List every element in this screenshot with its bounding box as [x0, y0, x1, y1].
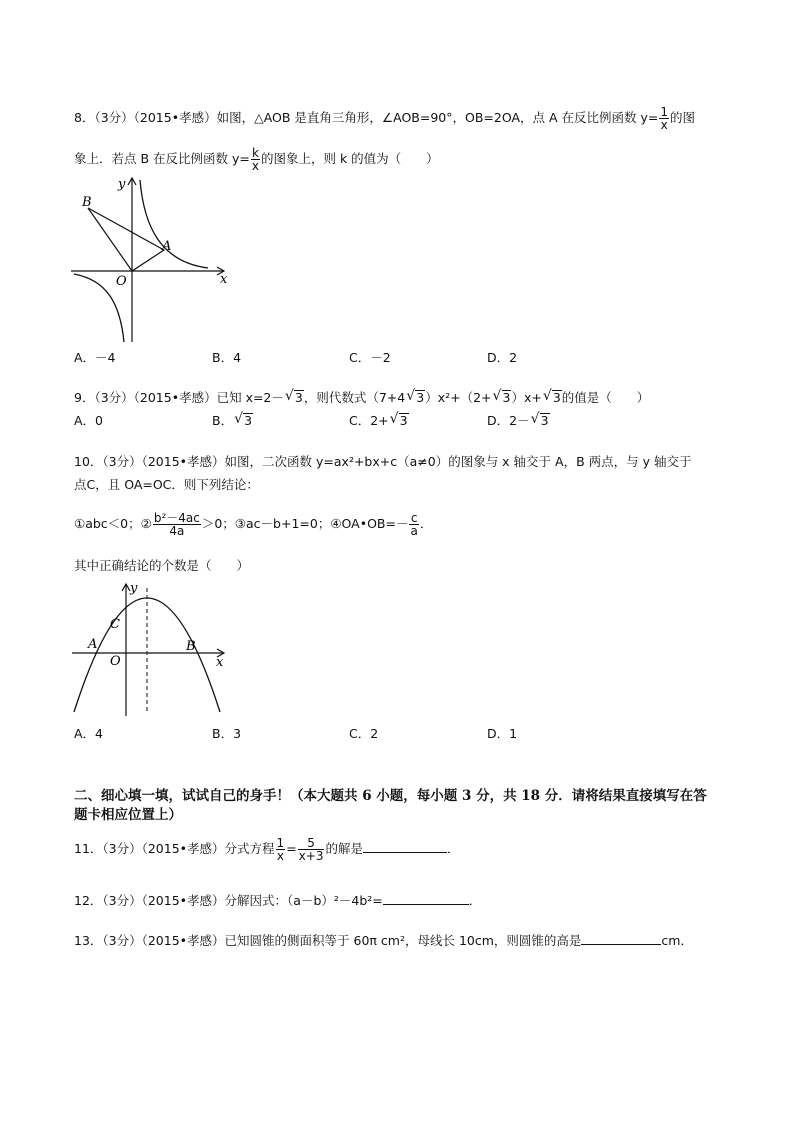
q8-option-c[interactable]: C．－2: [349, 350, 391, 365]
point-b-label: B: [82, 195, 92, 210]
q8-option-d[interactable]: D．2: [487, 350, 518, 365]
section-2-heading-cont: 题卡相应位置上）: [74, 807, 182, 823]
q12-answer-blank[interactable]: [383, 892, 469, 905]
point-c-label: C: [110, 617, 120, 632]
q10-line4: 其中正确结论的个数是（ ）: [74, 558, 250, 573]
fraction-1-over-x: $\frac{1}{x}$: [276, 836, 285, 863]
q8-line2: 象上．若点 B 在反比例函数 y= $\frac{k}{x}$ 的图象上，则 k 的值为（ ）: [74, 146, 439, 173]
sqrt-3: √ 3: [543, 389, 562, 407]
sqrt-3: √ 3: [406, 389, 425, 407]
sqrt-3: √ 3: [285, 389, 304, 407]
q10-parabola-graph: [66, 578, 236, 718]
section-2-heading: 二、细心填一填，试试自己的身手！（本大题共 6 小题，每小题 3 分，共 18 分．请将结果直接填写在答: [74, 788, 707, 804]
fraction-discriminant: $\frac{\text{b²－4ac}}{4a}$: [153, 511, 200, 538]
q8-hyperbola-graph: [66, 172, 236, 347]
x-axis-label: x: [220, 272, 228, 287]
point-a-label: A: [162, 239, 172, 254]
sqrt-3: √ 3: [531, 412, 550, 430]
q9-option-c[interactable]: C．2+√ 3: [349, 412, 409, 430]
q9-option-b[interactable]: B．√ 3: [212, 412, 253, 430]
q10-option-a[interactable]: A．4: [74, 726, 104, 741]
q13-stem: 13．（3分）（2015•孝感）已知圆锥的侧面积等于 60π cm²，母线长 10cm，则圆锥的高是 cm．: [74, 933, 693, 948]
q8-option-b[interactable]: B．4: [212, 350, 242, 365]
fraction-k-over-x: $\frac{k}{x}$: [251, 146, 259, 173]
q8-line1: 8．（3分）（2015•孝感）如图，△AOB 是直角三角形，∠AOB=90°，OB=2OA，点 A 在反比例函数 y= $\frac{1}{x}$ 的图: [74, 105, 696, 132]
sqrt-3: √ 3: [234, 412, 253, 430]
q13-answer-blank[interactable]: [581, 932, 661, 945]
point-a-label: A: [88, 637, 98, 652]
fraction-5-over-x-plus-3: $\frac{5}{x+3}$: [298, 836, 324, 863]
origin-label: O: [110, 654, 121, 669]
point-b-label: B: [186, 639, 196, 654]
x-axis-label: x: [216, 655, 224, 670]
sqrt-3: √ 3: [493, 389, 512, 407]
q9-option-a[interactable]: A．0: [74, 413, 104, 428]
q8-option-a[interactable]: A．－4: [74, 350, 116, 365]
fraction-c-over-a: $\frac{c}{a}$: [410, 511, 418, 538]
sqrt-3: √ 3: [390, 412, 409, 430]
q12-stem: 12．（3分）（2015•孝感）分解因式：（a－b）²－4b²= ．: [74, 893, 482, 908]
q9-option-d[interactable]: D．2－√ 3: [487, 412, 550, 430]
origin-label: O: [116, 274, 127, 289]
y-axis-label: y: [130, 581, 138, 596]
q11-answer-blank[interactable]: [363, 840, 447, 853]
q11-stem: 11．（3分）（2015•孝感）分式方程 $\frac{1}{x}$ = $\frac{5}{x+3}$ 的解是 ．: [74, 836, 460, 863]
q10-line1: 10．（3分）（2015•孝感）如图，二次函数 y=ax²+bx+c（a≠0）的图象与 x 轴交于 A，B 两点，与 y 轴交于: [74, 454, 692, 469]
fraction-1-over-x: $\frac{1}{x}$: [660, 105, 668, 132]
q9-stem: 9．（3分）（2015•孝感）已知 x=2－√ 3，则代数式（7+4√ 3）x²+（2+√ 3）x+√ 3的值是（ ）: [74, 389, 649, 407]
y-axis-label: y: [118, 177, 126, 192]
q10-conclusions: ①abc＜0；② $\frac{\text{b²－4ac}}{4a}$ ＞0；③ac－b+1=0；④OA•OB=－ $\frac{c}{a}$ ．: [74, 511, 433, 538]
q10-option-b[interactable]: B．3: [212, 726, 242, 741]
q10-line2: 点C，且 OA=OC．则下列结论：: [74, 477, 259, 492]
q10-option-c[interactable]: C．2: [349, 726, 379, 741]
q10-option-d[interactable]: D．1: [487, 726, 518, 741]
